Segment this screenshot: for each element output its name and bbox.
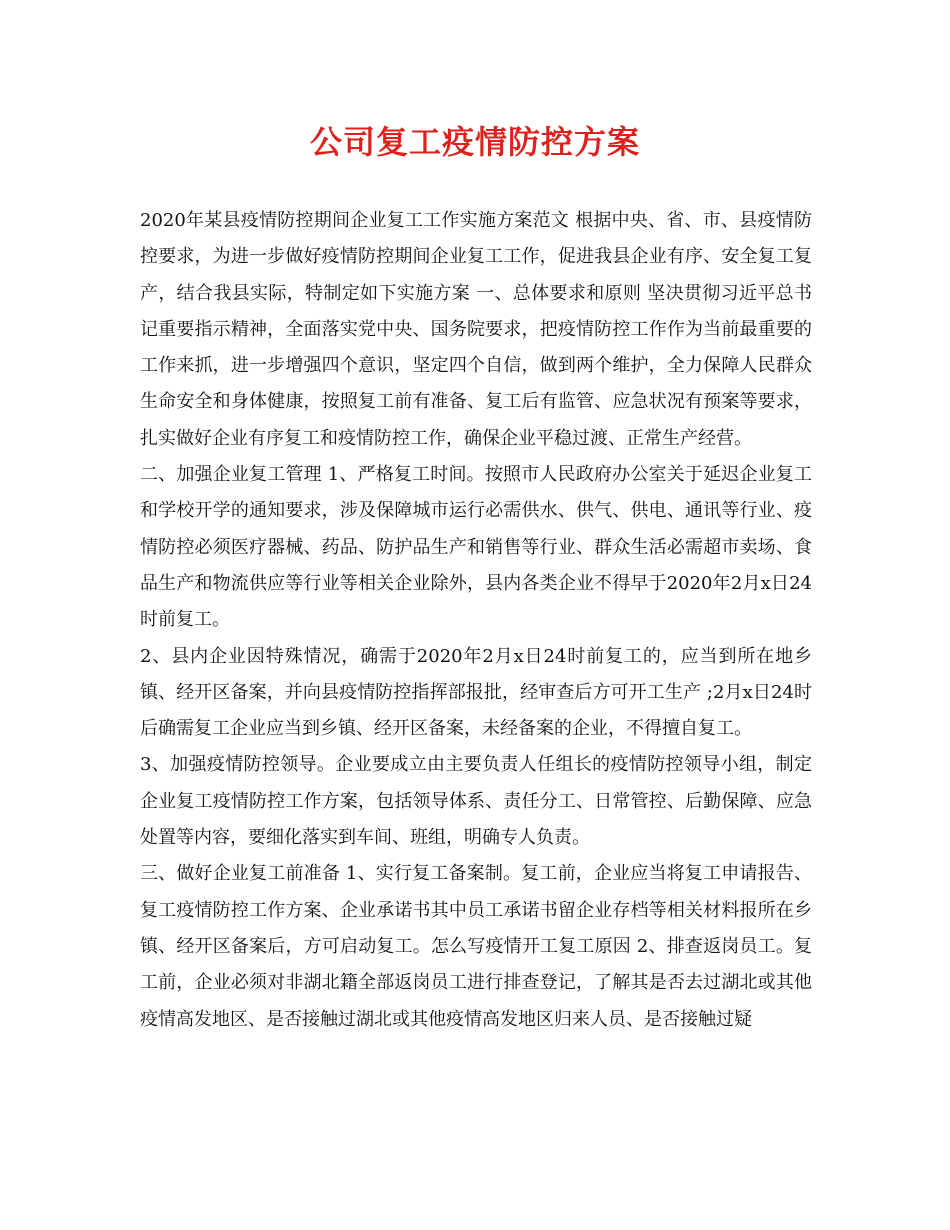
paragraph-5: 三、做好企业复工前准备 1、实行复工备案制。复工前，企业应当将复工申请报告、复工疫情防控工作方案、企业承诺书其中员工承诺书留企业存档等相关材料报所在乡镇、经开区备案后，方可启动复工。怎么写疫情开工复工原因 2、排查返岗员工。复工前，企业必须对非湖北籍全部返岗员工进行排查登记，了解其是否去过湖北或其他疫情高发地区、是否接触过湖北或其他疫情高发地区归来人员、是否接触过疑 bbox=[140, 863, 812, 1030]
paragraph-1: 2020年某县疫情防控期间企业复工工作实施方案范文 根据中央、省、市、县疫情防控要求，为进一步做好疫情防控期间企业复工工作，促进我县企业有序、安全复工复产，结合我县实际，特制定如下实施方案 一、总体要求和原则 坚决贯彻习近平总书记重要指示精神，全面落实党中央、国务院要求，把疫情防控工作作为当前最重要的工作来抓，进一步增强四个意识，坚定四个自信，做到两个维护，全力保障人民群众生命安全和身体健康，按照复工前有准备、复工后有监管、应急状况有预案等要求，扎实做好企业有序复工和疫情防控工作，确保企业平稳过渡、正常生产经营。 bbox=[140, 210, 812, 449]
paragraph-4: 3、加强疫情防控领导。企业要成立由主要负责人任组长的疫情防控领导小组，制定企业复工疫情防控工作方案，包括领导体系、责任分工、日常管控、后勤保障、应急处置等内容，要细化落实到车间、班组，明确专人负责。 bbox=[140, 754, 812, 849]
document-title: 公司复工疫情防控方案 bbox=[309, 123, 640, 161]
paragraph-3: 2、县内企业因特殊情况，确需于2020年2月x日24时前复工的，应当到所在地乡镇、经开区备案，并向县疫情防控指挥部报批，经审查后方可开工生产 ;2月x日24时后确需复工企业应当到乡镇、经开区备案，未经备案的企业，不得擅自复工。 bbox=[140, 645, 812, 740]
paragraph-2: 二、加强企业复工管理 1、严格复工时间。按照市人民政府办公室关于延迟企业复工和学校开学的通知要求，涉及保障城市运行必需供水、供气、供电、通讯等行业、疫情防控必须医疗器械、药品、防护品生产和销售等行业、群众生活必需超市卖场、食品生产和物流供应等行业等相关企业除外，县内各类企业不得早于2020年2月x日24时前复工。 bbox=[140, 464, 812, 631]
document-body bbox=[140, 203, 812, 1038]
